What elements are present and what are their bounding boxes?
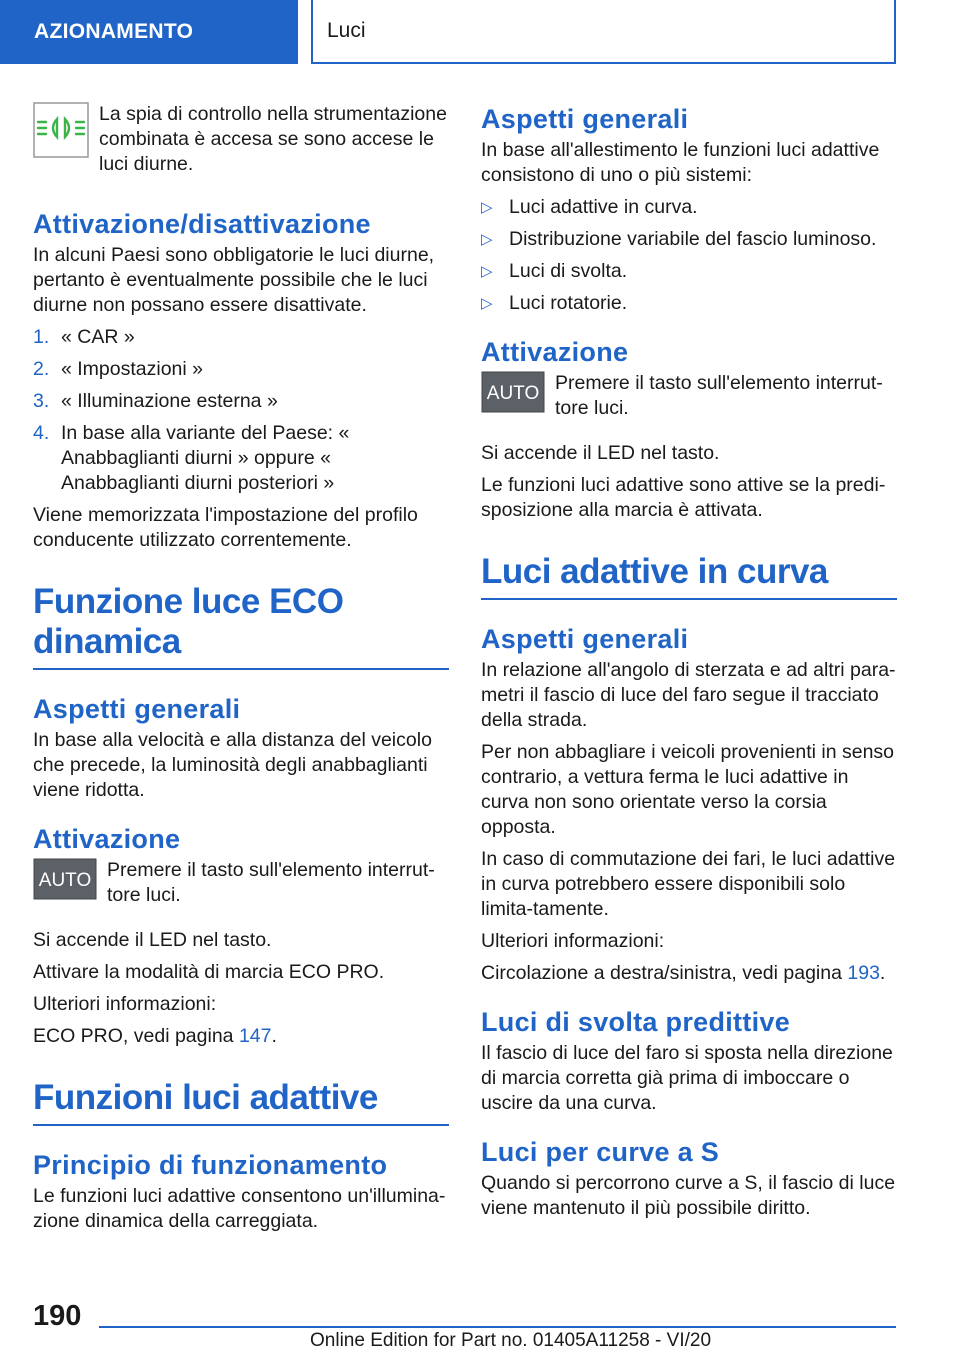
auto-icon-label: AUTO	[486, 383, 540, 404]
activation-heading: Attivazione	[481, 337, 629, 367]
bullet-text: Luci di svolta.	[509, 260, 628, 282]
eco-mode-text: Attivare la modalità di marcia ECO PRO.	[33, 961, 385, 983]
left-column	[33, 102, 449, 1241]
list-item	[481, 227, 897, 252]
s-curve-heading: Luci per curve a S	[481, 1137, 719, 1167]
triangle-bullet-icon: ▷	[481, 295, 493, 312]
curve-page-link[interactable]: 193	[847, 962, 880, 984]
eco-section-title	[33, 582, 449, 670]
triangle-bullet-icon: ▷	[481, 199, 493, 216]
right-column	[481, 102, 897, 1228]
active-text: Le funzioni luci adattive sono attive se la predi-sposizione alla marcia è attivata.	[481, 474, 886, 521]
drl-indicator-row	[33, 102, 449, 177]
list-item	[481, 195, 897, 220]
steps-list	[33, 325, 449, 496]
eco-general-text: In base alla velocità e alla distanza del veicolo che precede, la luminosità degli anabbaglianti viene ridotta.	[33, 729, 432, 801]
step-number: 4.	[33, 422, 50, 444]
curve-more-text: Ulteriori informazioni:	[481, 930, 665, 952]
list-item	[481, 291, 897, 316]
memo-text: Viene memorizzata l'impostazione del profilo conducente utilizzato correntemente.	[33, 504, 418, 551]
curve-reference-text: Circolazione a destra/sinistra, vedi pagina	[481, 962, 842, 984]
eco-activation-heading: Attivazione	[33, 824, 181, 854]
step-text: In base alla variante del Paese: « Anabbaglianti diurni » oppure « Anabbaglianti diurni posteriori »	[61, 422, 350, 494]
activation-deactivation-heading: Attivazione/disattivazione	[33, 209, 371, 239]
header-section	[0, 0, 298, 64]
footer-edition: Online Edition for Part no. 01405A11258 - VI/20	[310, 1330, 712, 1351]
list-item	[481, 259, 897, 284]
eco-auto-row	[33, 858, 449, 908]
page-number: 190	[33, 1300, 82, 1332]
step-text: « Illuminazione esterna »	[61, 390, 278, 412]
eco-reference-text: ECO PRO, vedi pagina	[33, 1025, 234, 1047]
activation-deactivation-text: In alcuni Paesi sono obbligatorie le luci diurne, pertanto è eventualmente possibile che le luci diurne non possano essere disattivate.	[33, 244, 435, 316]
s-curve-text: Quando si percorrono curve a S, il fascio di luce viene mantenuto il più possibile diritto.	[481, 1172, 896, 1219]
curve-general-heading: Aspetti generali	[481, 624, 689, 654]
led-text: Si accende il LED nel tasto.	[481, 442, 720, 464]
drl-intro-text: La spia di controllo nella strumentazione combinata è accesa se sono accese le luci diurne.	[99, 103, 447, 175]
adaptive-heading: Funzioni luci adattive	[33, 1078, 378, 1117]
step-number: 2.	[33, 358, 50, 380]
step-number: 1.	[33, 326, 50, 348]
general-heading: Aspetti generali	[481, 104, 689, 134]
header-topic	[311, 0, 896, 64]
auto-button-icon	[481, 371, 545, 418]
principle-heading: Principio di funzionamento	[33, 1150, 388, 1180]
step-text: « Impostazioni »	[61, 358, 203, 380]
bullet-text: Luci rotatorie.	[509, 292, 628, 314]
eco-led-text: Si accende il LED nel tasto.	[33, 929, 272, 951]
auto-icon-label: AUTO	[38, 870, 92, 891]
curve-paragraph-2: Per non abbagliare i veicoli provenienti in senso contrario, a vettura ferma le luci adattive in curva non sono orientate verso la corsia opposta.	[481, 741, 895, 838]
auto-button-icon	[33, 858, 97, 905]
curve-reference: Circolazione a destra/sinistra, vedi pagina 193.	[481, 962, 886, 984]
triangle-bullet-icon: ▷	[481, 231, 493, 248]
eco-reference: ECO PRO, vedi pagina 147.	[33, 1025, 277, 1047]
eco-page-link[interactable]: 147	[238, 1025, 272, 1047]
eco-general-heading: Aspetti generali	[33, 694, 241, 724]
auto-row	[481, 371, 897, 421]
step-number: 3.	[33, 390, 50, 412]
footer-divider	[99, 1326, 896, 1328]
curve-paragraph-1: In relazione all'angolo di sterzata e ad altri para-metri il fascio di luce del faro segue il tracciato della strada.	[481, 659, 896, 731]
list-item	[33, 325, 449, 350]
step-text: « CAR »	[61, 326, 135, 348]
general-text: In base all'allestimento le funzioni luci adattive consistono di uno o più sistemi:	[481, 139, 880, 186]
principle-text: Le funzioni luci adattive consentono un'illumina-zione dinamica della carreggiata.	[33, 1185, 446, 1232]
curve-section-title	[481, 552, 897, 600]
predictive-heading: Luci di svolta predittive	[481, 1007, 791, 1037]
list-item	[33, 421, 449, 496]
eco-heading: Funzione luce ECO dinamica	[33, 582, 344, 661]
eco-activation-text: Premere il tasto sull'elemento interrut-tore luci.	[107, 859, 435, 906]
activation-text: Premere il tasto sull'elemento interrut-tore luci.	[555, 372, 883, 419]
curve-paragraph-3: In caso di commutazione dei fari, le luci adattive in curva potrebbero essere disponibili solo limita-tamente.	[481, 848, 896, 920]
bullet-text: Distribuzione variabile del fascio luminoso.	[509, 228, 877, 250]
triangle-bullet-icon: ▷	[481, 263, 493, 280]
header-section-label: AZIONAMENTO	[34, 20, 194, 43]
bullet-text: Luci adattive in curva.	[509, 196, 698, 218]
eco-more-text: Ulteriori informazioni:	[33, 993, 217, 1015]
daytime-running-lights-icon	[33, 102, 89, 163]
curve-heading: Luci adattive in curva	[481, 552, 828, 591]
list-item	[33, 389, 449, 414]
systems-list	[481, 195, 897, 316]
adaptive-section-title	[33, 1078, 449, 1126]
predictive-text: Il fascio di luce del faro si sposta nella direzione di marcia corretta già prima di imboccare o uscire da una curva.	[481, 1042, 893, 1114]
header-topic-label: Luci	[327, 19, 366, 42]
list-item	[33, 357, 449, 382]
